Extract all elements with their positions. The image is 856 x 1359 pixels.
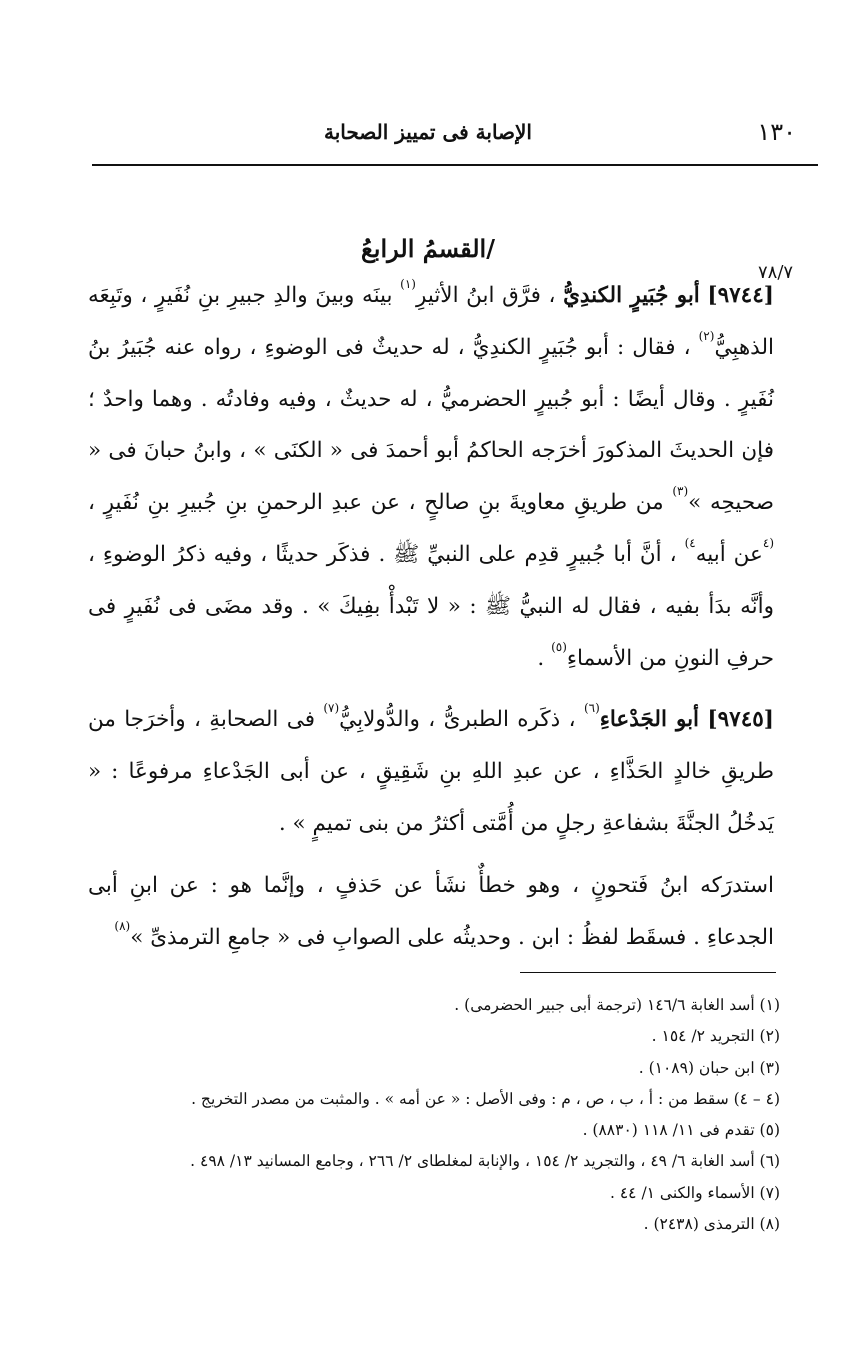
footnote: (٣) ابن حبان (١٠٨٩) . [638, 1058, 780, 1077]
footnote: (٥) تقدم فى ١١/ ١١٨ (٨٨٣٠) . [582, 1121, 780, 1140]
margin-volume-reference: ٧٨/٧ [758, 262, 794, 283]
text-run: من طريقِ معاويةَ بنِ صالحٍ ، عن عبدِ الرحمنِ بنِ جُبيرِ بنِ نُفَيرٍ ، [88, 490, 673, 516]
text-run: ، فقال : أبو جُبَيرٍ الكندِيُّ ، له حديثٌ فى الوضوءِ ، رواه عنه جُبَيرُ بنُ نُفَيرٍ . وقال أيضًا : أبو جُبيرٍ الحضرميُّ ، له حديثٌ ، وفيه وفادتُه . وهما واحدٌ ؛ فإن الحديثَ المذكورَ أخرَجه الحاكمُ أبو أحمدَ فى « الكنَى » ، وابنُ حبانَ فى « صحيحِه » [88, 334, 774, 516]
footnote-marker[interactable]: (٦) [583, 701, 600, 716]
running-title: الإصابة فى تمييز الصحابة [324, 120, 532, 144]
section-heading: /القسمُ الرابعُ [361, 234, 495, 263]
text-run: فى الصحابةِ ، وأخرَجا من طريقِ خالدٍ الحَذَّاءِ ، عن عبدِ اللهِ بنِ شَقِيقٍ ، عن أبى الجَدْعاءِ مرفوعًا : « يَدخُلُ الجنَّةَ بشفاعةِ رجلٍ من أُمَّتى أكثرُ من بنى تميمٍ » . [88, 707, 774, 836]
text-run: عن أبيه [695, 541, 763, 567]
header-rule [92, 164, 818, 166]
text-run: . [537, 645, 552, 671]
entry-name: أبو الجَدْعاءِ [599, 707, 700, 733]
text-run: استدرَكه ابنُ فَتحونٍ ، وهو خطأٌ نشَأ عن حَذفٍ ، وإنَّما هو : عن ابنِ أبى الجدعاءِ . فسقَط لفظُ : ابن . وحديثُه على الصوابِ فى « جامعِ الترمذىِّ » [88, 872, 774, 950]
footnote: (٨) الترمذى (٢٤٣٨) . [643, 1215, 780, 1234]
footnote-marker[interactable]: ٤) [684, 535, 696, 550]
footnote-marker[interactable]: (٧) [323, 701, 340, 716]
footnote: (٧) الأسماء والكنى ١/ ٤٤ . [610, 1183, 780, 1202]
text-run: ، فرَّق ابنُ الأثيرِ [415, 283, 556, 308]
footnote-marker[interactable]: (٨) [114, 918, 131, 933]
paragraph-correction [88, 860, 774, 964]
footnote-marker[interactable]: (١) [400, 277, 416, 291]
entry-number: [٩٧٤٥] [707, 707, 774, 733]
entry-9745 [88, 694, 774, 849]
text-run: ، أنَّ أبا جُبيرٍ قدِم على النبيِّ ﷺ . فذكَر حديثًا ، وفيه ذكرُ الوضوءِ ، وأنَّه بدَأ بفيه ، فقال له النبيُّ ﷺ : « لا تَبْدأْ بفِيكَ » . وقد مضَى فى نُفَيرٍ فى حرفِ النونِ من الأسماءِ [88, 541, 774, 671]
footnote-marker[interactable]: (٣) [672, 484, 689, 499]
entry-number: [٩٧٤٤] [707, 283, 774, 308]
text-run: بينَه وبينَ والدِ جبيرِ بنِ نُفَيرٍ ، وتَبِعَه الذهبِيُّ [88, 283, 774, 360]
footnote: (٦) أسد الغابة ٦/ ٤٩ ، والتجريد ٢/ ١٥٤ ، والإنابة لمغلطاى ٢/ ٢٦٦ ، وجامع المسانيد ١٣/ ٤٩٨ . [190, 1152, 780, 1171]
text-run: ، ذكَره الطبرىُّ ، والدُّولابِيُّ [339, 707, 584, 733]
footnote: (١) أسد الغابة ١٤٦/٦ (ترجمة أبى جبير الحضرمى) . [454, 996, 780, 1014]
main-text [88, 270, 774, 973]
entry-9744 [88, 270, 774, 684]
footnote-rule [520, 972, 776, 973]
footnote: (٢) التجريد ٢/ ١٥٤ . [651, 1027, 780, 1046]
footnote-marker[interactable]: (٥) [551, 639, 567, 654]
footnotes [60, 990, 780, 1240]
footnote: (٤ – ٤) سقط من : أ ، ب ، ص ، م : وفى الأصل : « عن أمه » . والمثبت من مصدر التخريج . [191, 1089, 780, 1108]
page-number: ١٣٠ [757, 118, 796, 146]
footnote-marker[interactable]: (٢) [698, 328, 715, 343]
entry-name: أبو جُبَيرٍ الكندِيُّ [563, 283, 700, 308]
footnote-marker[interactable]: (٤ [762, 535, 774, 550]
